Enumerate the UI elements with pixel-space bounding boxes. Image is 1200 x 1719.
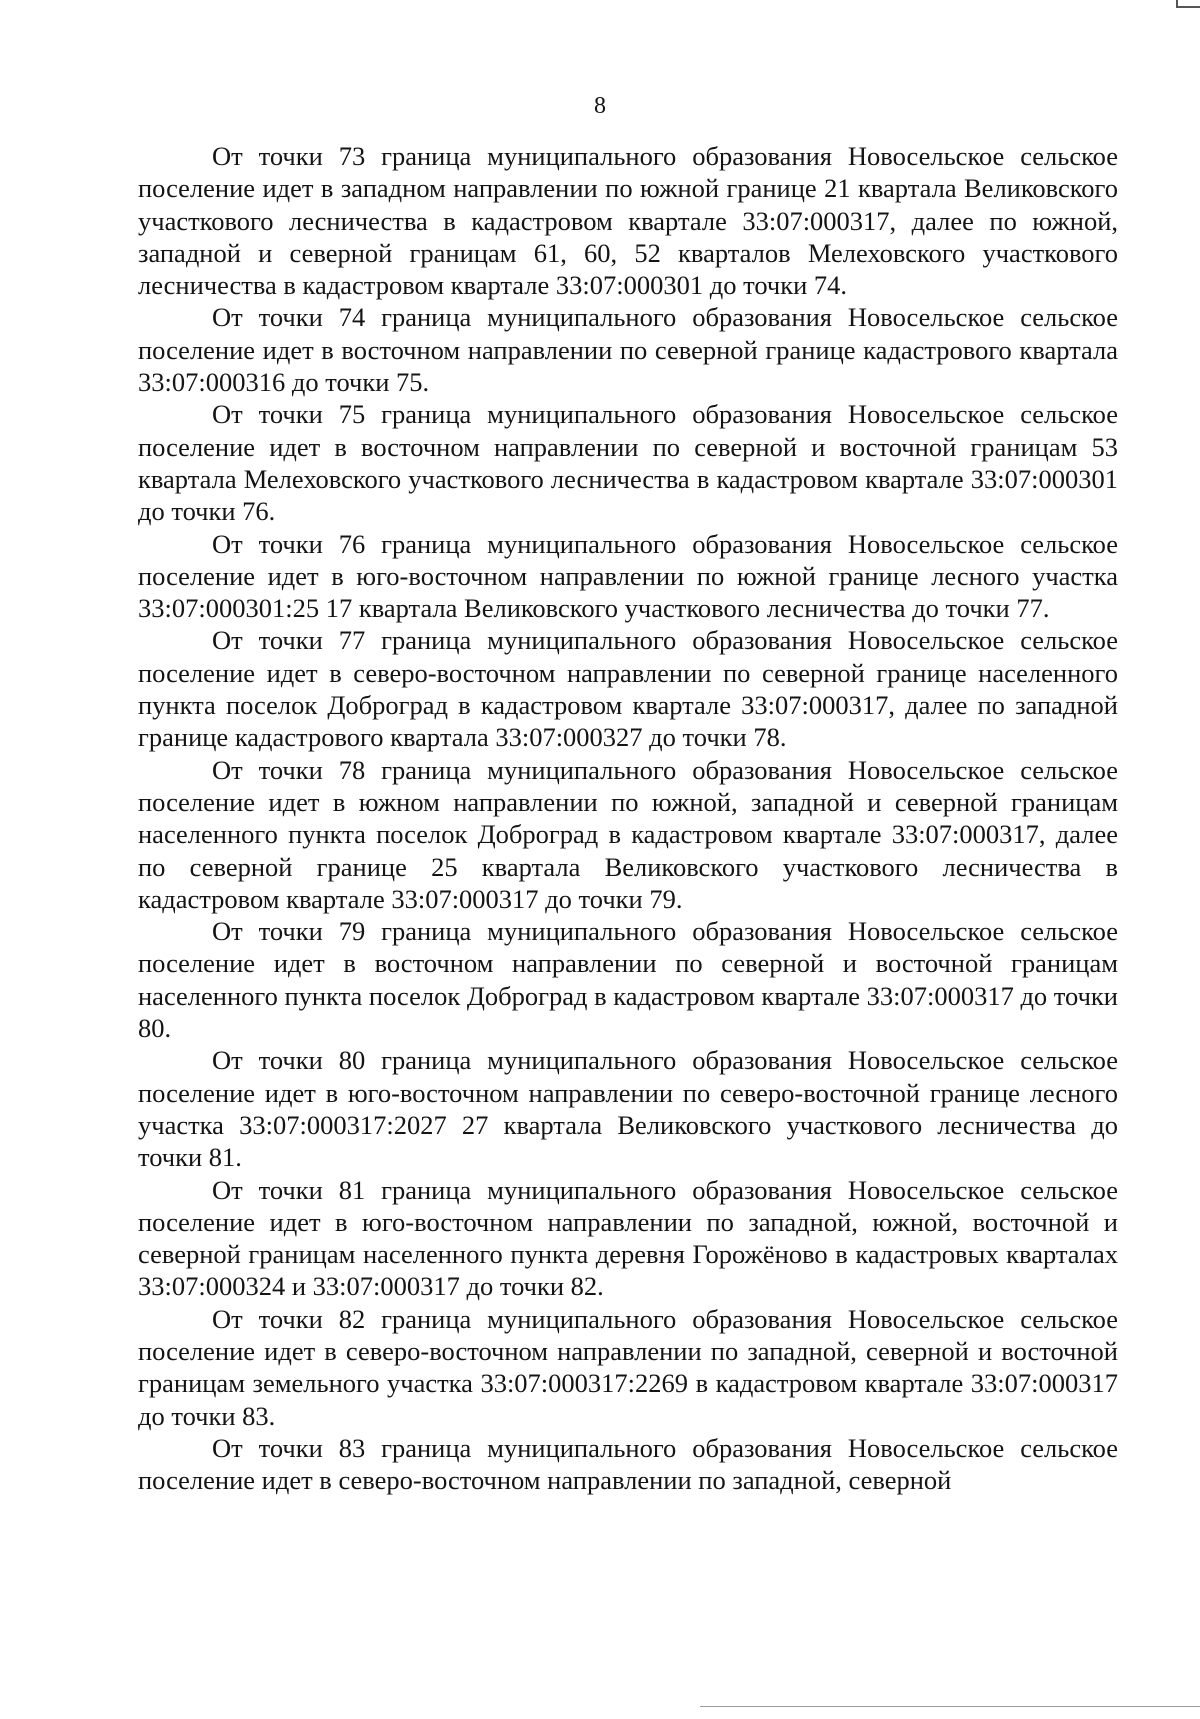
paragraph-point-81: От точки 81 граница муниципального образования Новосельское сельское поселение идет в юго-восточном направлении по западной, южной, восточной и северной границам населенного пункта деревня Горожёново в кадастровых кварталах 33:07:000324 и 33:07:000317 до точки 82. [138, 1174, 1118, 1302]
page-number: 8 [594, 93, 606, 119]
paragraph-point-80: От точки 80 граница муниципального образования Новосельское сельское поселение идет в юго-восточном направлении по северо-восточной границе лесного участка 33:07:000317:2027 27 квартала Великовского участкового лесничества до точки 81. [138, 1045, 1118, 1173]
paragraph-point-79: От точки 79 граница муниципального образования Новосельское сельское поселение идет в восточном направлении по северной и восточной границам населенного пункта поселок Доброград в кадастровом квартале 33:07:000317 до точки 80. [138, 916, 1118, 1044]
paragraph-point-73: От точки 73 граница муниципального образования Новосельское сельское поселение идет в западном направлении по южной границе 21 квартала Великовского участкового лесничества в кадастровом квартале 33:07:000317, далее по южной, западной и северной границам 61, 60, 52 кварталов Мелеховского участкового лесничества в кадастровом квартале 33:07:000301 до точки 74. [138, 141, 1118, 301]
scan-corner-mark [1176, 0, 1200, 8]
scan-bottom-edge [700, 1706, 1200, 1707]
paragraph-point-83: От точки 83 граница муниципального образования Новосельское сельское поселение идет в северо-восточном направлении по западной, северной [138, 1432, 1118, 1496]
document-body [138, 140, 1118, 1496]
paragraph-point-74: От точки 74 граница муниципального образования Новосельское сельское поселение идет в восточном направлении по северной границе кадастрового квартала 33:07:000316 до точки 75. [138, 302, 1118, 398]
paragraph-point-78: От точки 78 граница муниципального образования Новосельское сельское поселение идет в южном направлении по южной, западной и северной границам населенного пункта поселок Доброград в кадастровом квартале 33:07:000317, далее по северной границе 25 квартала Великовского участкового лесничества в кадастровом квартале 33:07:000317 до точки 79. [138, 754, 1118, 914]
paragraph-point-75: От точки 75 граница муниципального образования Новосельское сельское поселение идет в восточном направлении по северной и восточной границам 53 квартала Мелеховского участкового лесничества в кадастровом квартале 33:07:000301 до точки 76. [138, 399, 1118, 527]
paragraph-point-76: От точки 76 граница муниципального образования Новосельское сельское поселение идет в юго-восточном направлении по южной границе лесного участка 33:07:000301:25 17 квартала Великовского участкового лесничества до точки 77. [138, 528, 1118, 624]
paragraph-point-82: От точки 82 граница муниципального образования Новосельское сельское поселение идет в северо-восточном направлении по западной, северной и восточной границам земельного участка 33:07:000317:2269 в кадастровом квартале 33:07:000317 до точки 83. [138, 1303, 1118, 1431]
paragraph-point-77: От точки 77 граница муниципального образования Новосельское сельское поселение идет в северо-восточном направлении по северной границе населенного пункта поселок Доброград в кадастровом квартале 33:07:000317, далее по западной границе кадастрового квартала 33:07:000327 до точки 78. [138, 625, 1118, 753]
